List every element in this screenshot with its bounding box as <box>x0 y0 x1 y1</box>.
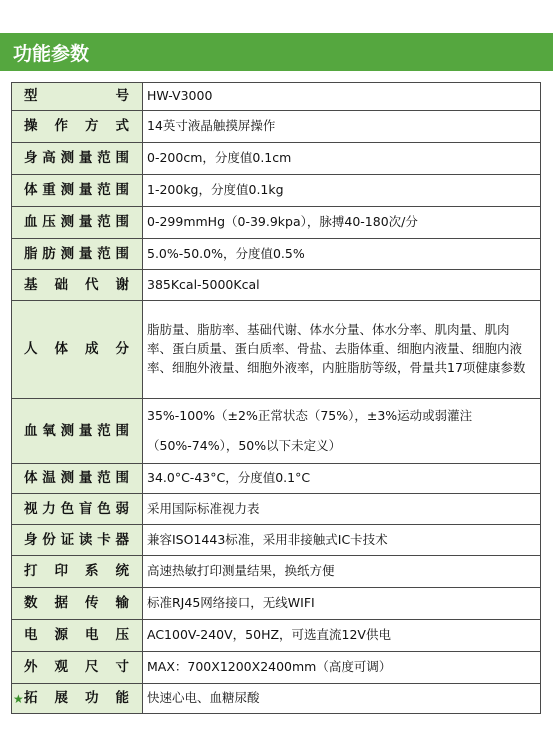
row-value: AC100V-240V，50HZ，可选直流12V供电 <box>147 627 391 643</box>
row-label: 外观尺寸 <box>24 659 130 676</box>
row-value-cell <box>143 652 541 684</box>
row-label-cell <box>12 494 143 525</box>
row-value: 34.0°C-43°C，分度值0.1°C <box>147 470 311 486</box>
row-value-cell <box>143 525 541 556</box>
row-label-cell <box>12 270 143 301</box>
table-row <box>12 525 541 556</box>
row-label: 数据传输 <box>24 595 130 612</box>
row-value: 采用国际标准视力表 <box>147 500 260 516</box>
row-label: 体重测量范围 <box>24 182 130 199</box>
row-label-cell <box>12 652 143 684</box>
row-value-cell <box>143 399 541 464</box>
row-value: 快速心电、血糖尿酸 <box>147 690 260 706</box>
row-label: 身份证读卡器 <box>24 531 130 548</box>
row-label-cell <box>12 464 143 494</box>
table-row <box>12 143 541 175</box>
row-label-cell <box>12 111 143 143</box>
row-value: HW-V3000 <box>147 88 213 104</box>
table-row <box>12 464 541 494</box>
row-value: 兼容ISO1443标准，采用非接触式IC卡技术 <box>147 531 388 547</box>
row-label-cell <box>12 301 143 399</box>
row-label: 电源电压 <box>24 627 130 644</box>
row-label-cell <box>12 684 143 714</box>
table-row <box>12 175 541 207</box>
table-row <box>12 239 541 270</box>
table-row <box>12 83 541 111</box>
row-label: 拓展功能 <box>24 690 130 707</box>
row-label-cell <box>12 620 143 652</box>
row-value: 1-200kg，分度值0.1kg <box>147 182 284 198</box>
row-label: 体温测量范围 <box>24 470 130 487</box>
row-value-continued: （50%-74%），50%以下未定义） <box>147 437 342 453</box>
table-row <box>12 588 541 620</box>
row-label: 身高测量范围 <box>24 150 130 167</box>
spec-table <box>11 82 541 714</box>
row-value-cell <box>143 111 541 143</box>
section-header <box>0 33 553 71</box>
row-value-cell <box>143 143 541 175</box>
row-label-cell <box>12 239 143 270</box>
row-value-cell <box>143 556 541 588</box>
row-label-cell <box>12 143 143 175</box>
row-value-cell <box>143 464 541 494</box>
row-label-cell <box>12 83 143 111</box>
row-label: 视力色盲色弱 <box>24 500 130 517</box>
row-value-cell <box>143 270 541 301</box>
row-label: 打印系统 <box>24 563 130 580</box>
table-row <box>12 399 541 464</box>
row-value-cell <box>143 620 541 652</box>
row-label-cell <box>12 525 143 556</box>
row-label: 脂肪测量范围 <box>24 245 130 262</box>
row-label-cell <box>12 588 143 620</box>
row-value: 标准RJ45网络接口，无线WIFI <box>147 595 315 611</box>
table-row <box>12 684 541 714</box>
row-label: 人体成分 <box>24 341 130 358</box>
row-label: 基础代谢 <box>24 276 130 293</box>
table-row <box>12 301 541 399</box>
row-value-cell <box>143 494 541 525</box>
table-row <box>12 494 541 525</box>
row-label: 血压测量范围 <box>24 214 130 231</box>
table-row <box>12 111 541 143</box>
row-value: 5.0%-50.0%，分度值0.5% <box>147 245 305 261</box>
row-value-cell <box>143 239 541 270</box>
row-label: 血氧测量范围 <box>24 422 130 439</box>
row-value: 0-299mmHg（0-39.9kpa），脉搏40-180次/分 <box>147 214 418 230</box>
row-value-cell <box>143 588 541 620</box>
table-row <box>12 620 541 652</box>
row-value: 35%-100%（±2%正常状态（75%），±3%运动或弱灌注 <box>147 407 473 423</box>
row-value: 14英寸液晶触摸屏操作 <box>147 118 276 134</box>
row-value-cell <box>143 684 541 714</box>
row-value-cell <box>143 301 541 399</box>
row-value-cell <box>143 207 541 239</box>
row-label: 操作方式 <box>24 118 130 135</box>
table-row <box>12 556 541 588</box>
row-value: 385Kcal-5000Kcal <box>147 276 260 292</box>
row-value-cell <box>143 83 541 111</box>
table-row <box>12 207 541 239</box>
row-value: 0-200cm，分度值0.1cm <box>147 150 292 166</box>
section-title: 功能参数 <box>13 42 90 65</box>
row-label: 型号 <box>24 88 130 105</box>
row-value: MAX：700X1200X2400mm（高度可调） <box>147 659 392 675</box>
row-value: 高速热敏打印测量结果，换纸方便 <box>147 563 335 579</box>
star-icon: ★ <box>13 691 24 706</box>
row-label-cell <box>12 207 143 239</box>
table-row <box>12 270 541 301</box>
row-label-cell <box>12 399 143 464</box>
row-label-cell <box>12 556 143 588</box>
row-label-cell <box>12 175 143 207</box>
table-row <box>12 652 541 684</box>
row-value: 脂肪量、脂肪率、基础代谢、体水分量、体水分率、肌肉量、肌肉率、蛋白质量、蛋白质率、骨盐、去脂体重、细胞内液量、细胞内液率、细胞外液量、细胞外液率，内脏脂肪等级，骨量共17项健康参数 <box>147 322 526 375</box>
row-value-cell <box>143 175 541 207</box>
